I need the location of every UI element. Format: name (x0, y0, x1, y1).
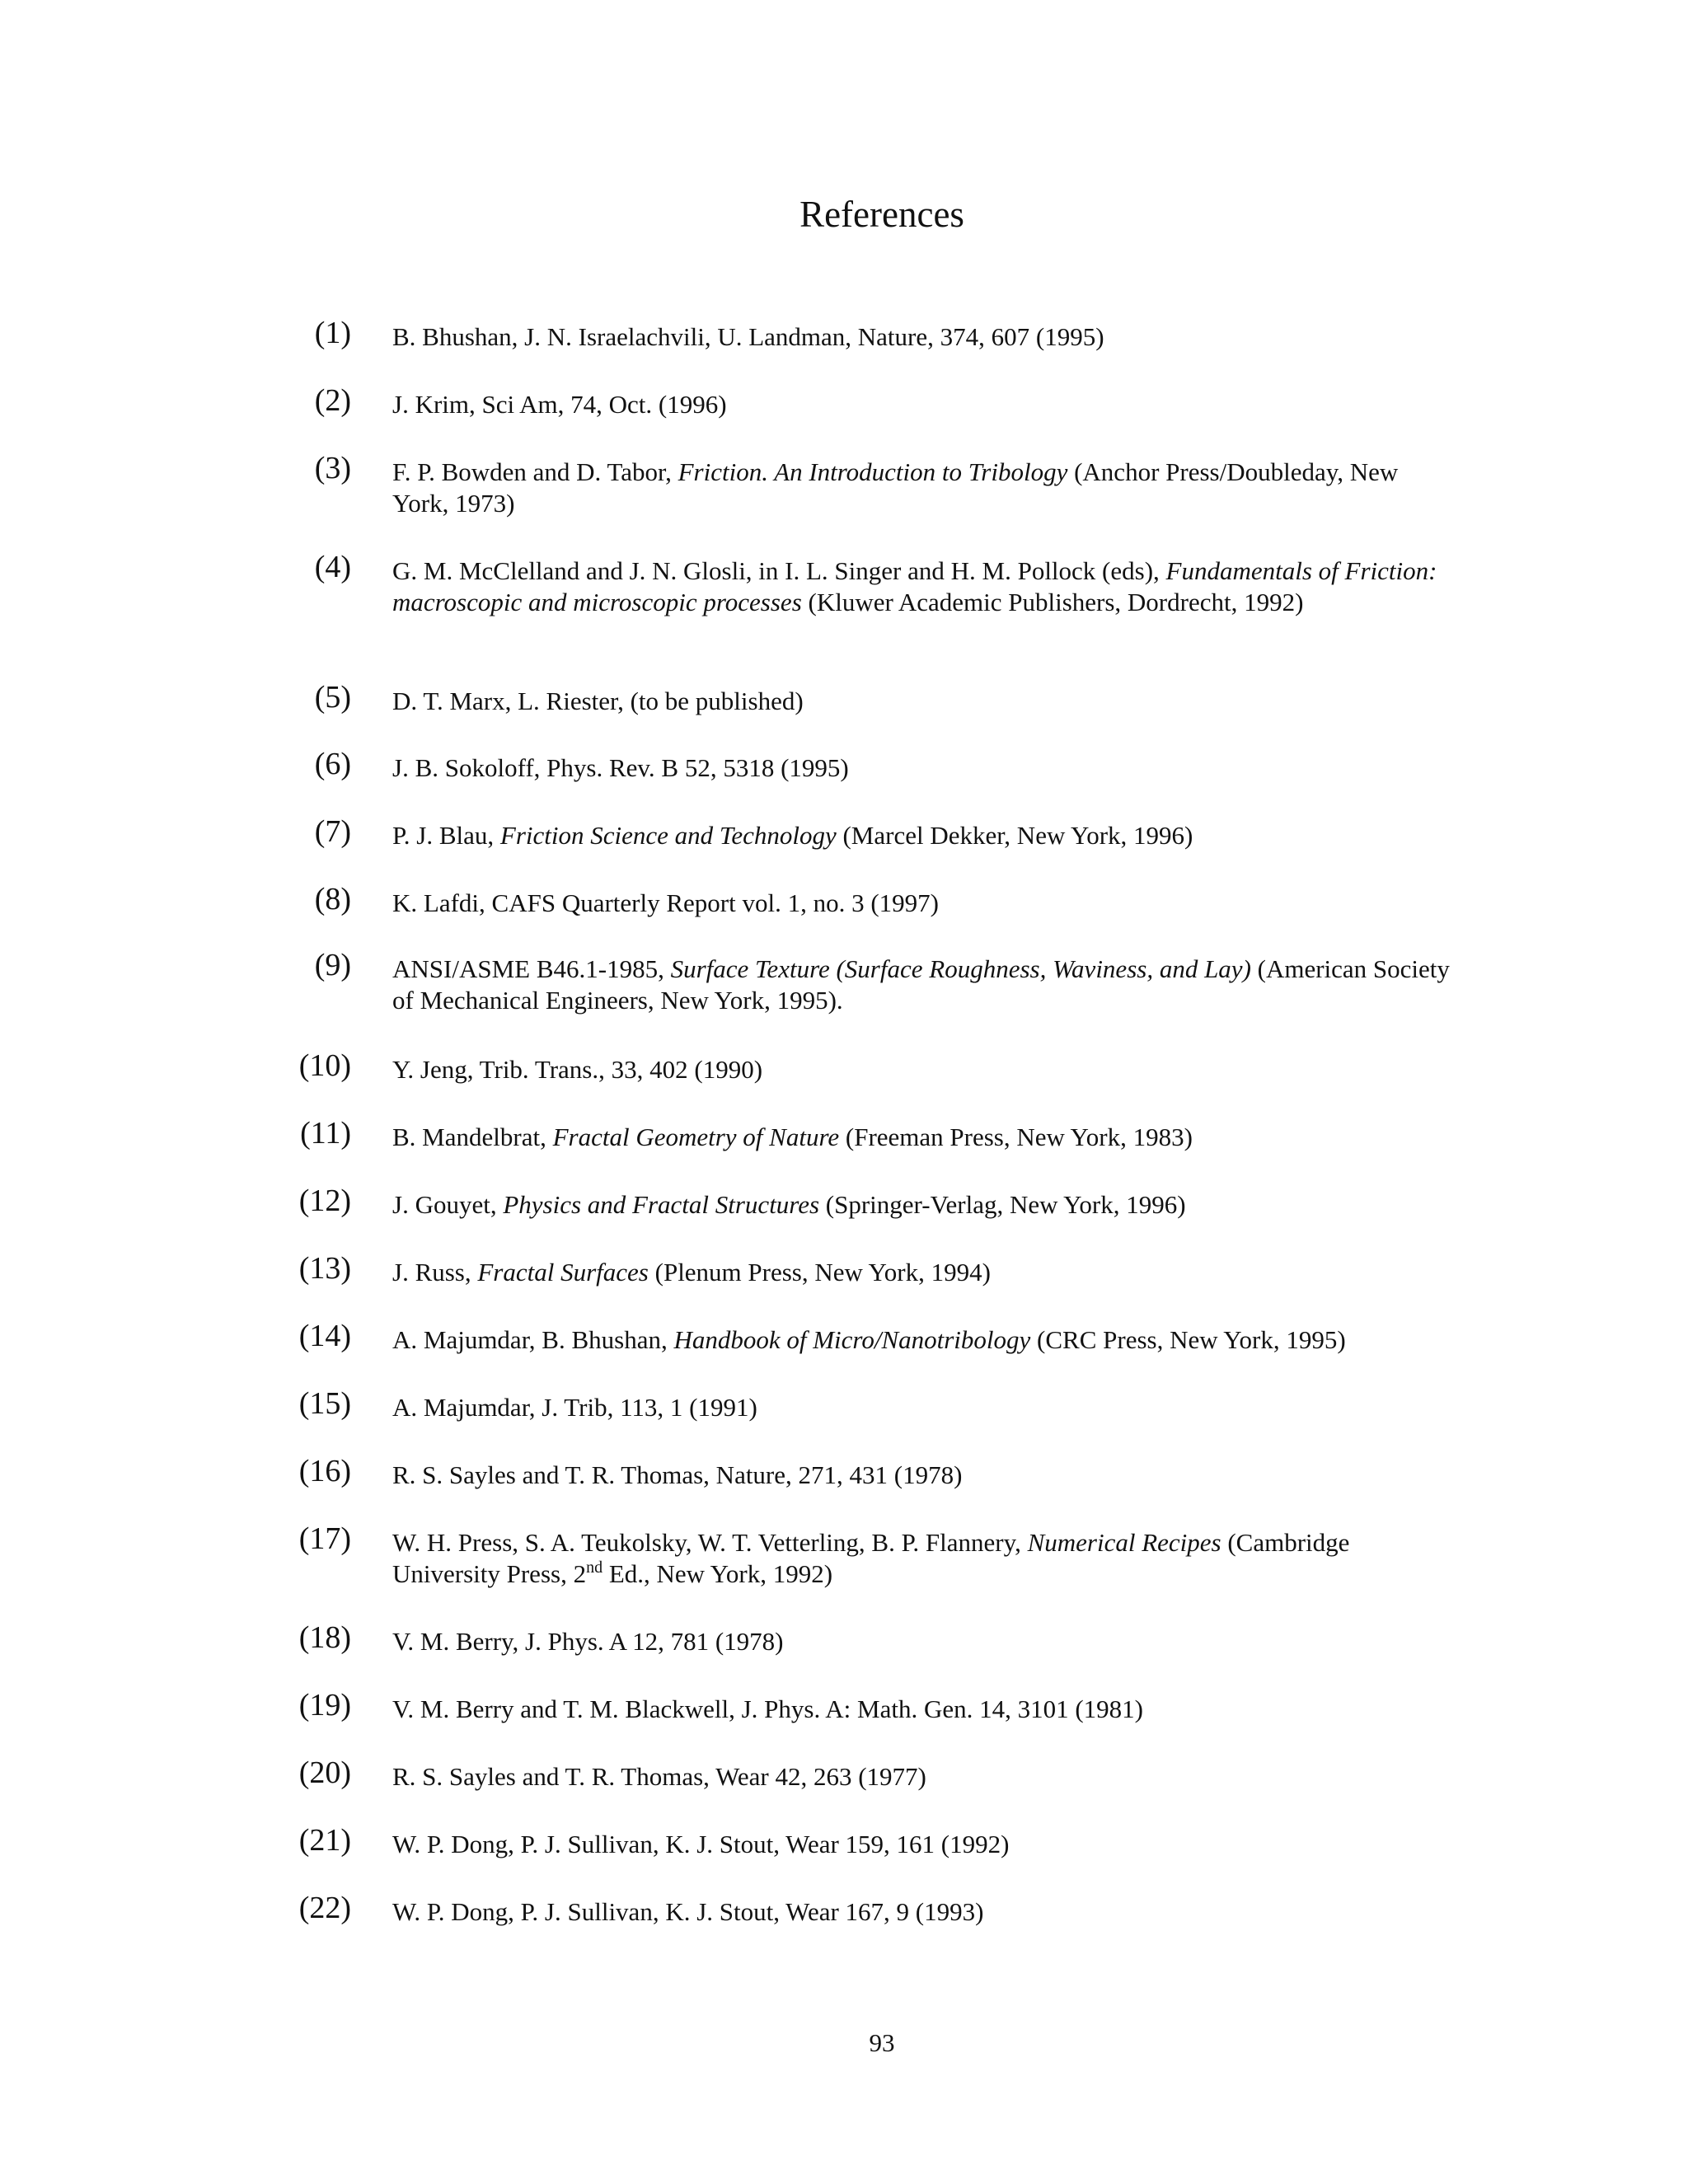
reference-segment: (Plenum Press, New York, 1994) (648, 1258, 991, 1286)
reference-segment: P. J. Blau, (392, 821, 500, 850)
reference-segment: (CRC Press, New York, 1995) (1030, 1325, 1346, 1354)
reference-text (392, 888, 1451, 919)
reference-text (392, 389, 1451, 420)
reference-segment: V. M. Berry and T. M. Blackwell, J. Phys. A: Math. Gen. 14, 3101 (1981) (392, 1694, 1144, 1723)
reference-number: (12) (298, 1183, 351, 1218)
reference-number: (4) (314, 550, 351, 584)
reference-segment: R. S. Sayles and T. R. Thomas, Wear 42, 263 (1977) (392, 1762, 926, 1791)
reference-title: Handbook of Micro/Nanotribology (673, 1325, 1031, 1354)
reference-title: Fractal Geometry of Nature (552, 1122, 840, 1151)
reference-number: (7) (314, 814, 351, 849)
reference-segment: (Anchor Press/Doubleday, New York, 1973) (392, 457, 1399, 518)
reference-segment: D. T. Marx, L. Riester, (to be published) (392, 687, 804, 715)
reference-segment: J. Gouyet, (392, 1190, 504, 1219)
reference-text (392, 1257, 1451, 1288)
reference-number: (5) (314, 680, 351, 715)
reference-segment: (Springer-Verlag, New York, 1996) (819, 1190, 1186, 1219)
reference-title: Numerical Recipes (1027, 1528, 1221, 1557)
reference-text (392, 1829, 1451, 1860)
reference-number: (15) (298, 1386, 351, 1421)
reference-title: Surface Texture (Surface Roughness, Waviness, and Lay) (670, 954, 1251, 983)
reference-segment: J. Krim, Sci Am, 74, Oct. (1996) (392, 390, 727, 419)
reference-segment: K. Lafdi, CAFS Quarterly Report vol. 1, no. 3 (1997) (392, 888, 939, 917)
reference-number: (19) (298, 1688, 351, 1722)
reference-text (392, 1460, 1451, 1491)
reference-title: Friction Science and Technology (499, 821, 837, 850)
reference-text (392, 555, 1451, 618)
reference-number: (8) (314, 882, 351, 916)
reference-segment: W. P. Dong, P. J. Sullivan, K. J. Stout, Wear 159, 161 (1992) (392, 1830, 1010, 1858)
reference-text (392, 1392, 1451, 1423)
reference-number: (10) (298, 1048, 351, 1083)
reference-text (392, 954, 1451, 1016)
reference-text (392, 752, 1451, 784)
reference-segment: A. Majumdar, J. Trib, 113, 1 (1991) (392, 1393, 757, 1422)
reference-number: (11) (300, 1116, 351, 1151)
reference-text (392, 820, 1451, 851)
reference-segment: G. M. McClelland and J. N. Glosli, in I. L. Singer and H. M. Pollock (eds), (392, 556, 1166, 585)
reference-segment: F. P. Bowden and D. Tabor, (392, 457, 678, 486)
reference-segment: (Marcel Dekker, New York, 1996) (836, 821, 1193, 850)
reference-number: (1) (314, 316, 351, 350)
reference-text (392, 1626, 1451, 1657)
reference-segment: J. B. Sokoloff, Phys. Rev. B 52, 5318 (1995) (392, 753, 849, 782)
reference-segment: B. Bhushan, J. N. Israelachvili, U. Landman, Nature, 374, 607 (1995) (392, 322, 1104, 351)
reference-text (392, 1527, 1451, 1590)
reference-title: Friction. An Introduction to Tribology (678, 457, 1068, 486)
reference-number: (18) (298, 1620, 351, 1655)
reference-text (392, 321, 1451, 353)
reference-segment: J. Russ, (392, 1258, 478, 1286)
reference-text (392, 1189, 1451, 1221)
reference-number: (20) (298, 1755, 351, 1790)
reference-text (392, 1324, 1451, 1356)
reference-segment: Ed., New York, 1992) (603, 1559, 833, 1588)
reference-segment: (Freeman Press, New York, 1983) (839, 1122, 1193, 1151)
reference-segment: ANSI/ASME B46.1-1985, (392, 954, 671, 983)
superscript: nd (586, 1558, 603, 1577)
reference-number: (13) (298, 1251, 351, 1286)
reference-text (392, 1054, 1451, 1085)
reference-segment: W. P. Dong, P. J. Sullivan, K. J. Stout, Wear 167, 9 (1993) (392, 1897, 984, 1926)
reference-text (392, 1761, 1451, 1793)
reference-title: Fractal Surfaces (477, 1258, 649, 1286)
reference-text (392, 1694, 1451, 1725)
reference-segment: W. H. Press, S. A. Teukolsky, W. T. Vetterling, B. P. Flannery, (392, 1528, 1028, 1557)
reference-segment: Y. Jeng, Trib. Trans., 33, 402 (1990) (392, 1055, 763, 1084)
reference-segment: B. Mandelbrat, (392, 1122, 553, 1151)
reference-number: (17) (298, 1521, 351, 1556)
reference-number: (9) (314, 948, 351, 982)
reference-text (392, 1896, 1451, 1928)
reference-segment: (American Society of Mechanical Engineers, New York, 1995). (392, 954, 1450, 1015)
reference-number: (21) (298, 1823, 351, 1858)
reference-segment: (Cambridge University Press, 2 (392, 1528, 1350, 1588)
reference-number: (14) (298, 1319, 351, 1353)
reference-title: Physics and Fractal Structures (503, 1190, 820, 1219)
reference-text (392, 686, 1451, 717)
reference-text (392, 1122, 1451, 1153)
page-title: References (799, 194, 964, 235)
reference-number: (2) (314, 383, 351, 418)
reference-number: (6) (314, 747, 351, 781)
reference-segment: R. S. Sayles and T. R. Thomas, Nature, 271, 431 (1978) (392, 1460, 963, 1489)
reference-number: (3) (314, 451, 351, 485)
reference-segment: A. Majumdar, B. Bhushan, (392, 1325, 674, 1354)
reference-segment: V. M. Berry, J. Phys. A 12, 781 (1978) (392, 1627, 784, 1656)
page-number: 93 (869, 2028, 895, 2057)
reference-title: Fundamentals of Friction: macroscopic and microscopic processes (392, 556, 1437, 616)
reference-number: (22) (298, 1891, 351, 1925)
reference-segment: (Kluwer Academic Publishers, Dordrecht, 1992) (801, 588, 1304, 616)
reference-number: (16) (298, 1454, 351, 1488)
reference-text (392, 457, 1451, 519)
